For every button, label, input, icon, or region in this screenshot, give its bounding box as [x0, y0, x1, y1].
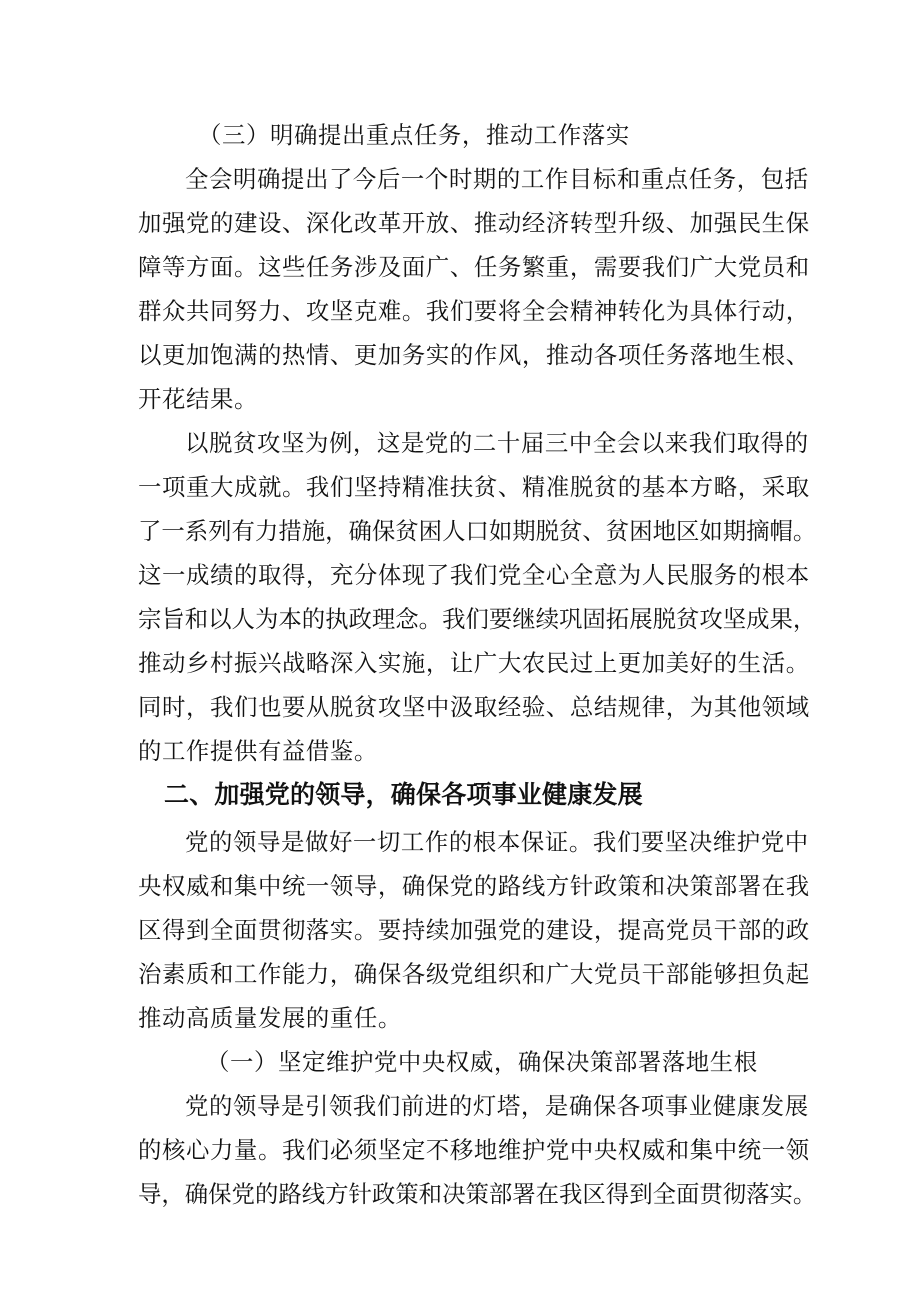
paragraph-line: 的工作提供有益借鉴。 — [138, 737, 378, 765]
paragraph-line: 央权威和集中统一领导，确保党的路线方针政策和决策部署在我 — [138, 872, 810, 900]
paragraph-line: 群众共同努力、攻坚克难。我们要将全会精神转化为具体行动， — [138, 297, 810, 325]
paragraph-line: 治素质和工作能力，确保各级党组织和广大党员干部能够担负起 — [138, 960, 810, 988]
paragraph-poverty — [138, 421, 820, 773]
paragraph-line: 以更加饱满的热情、更加务实的作风，推动各项任务落地生根、 — [138, 341, 810, 369]
paragraph-authority — [138, 1084, 820, 1216]
paragraph-tasks — [138, 157, 820, 421]
paragraph-line: 开花结果。 — [138, 385, 258, 413]
paragraph-line: 了一系列有力措施，确保贫困人口如期脱贫、贫困地区如期摘帽。 — [138, 517, 817, 545]
subheading-3: （三）明确提出重点任务，推动工作落实 — [198, 121, 630, 149]
paragraph-line: 推动乡村振兴战略深入实施，让广大农民过上更加美好的生活。 — [138, 649, 810, 677]
paragraph-line: 这一成绩的取得，充分体现了我们党全心全意为人民服务的根本 — [138, 561, 810, 589]
paragraph-line: 同时，我们也要从脱贫攻坚中汲取经验、总结规律，为其他领域 — [138, 693, 810, 721]
paragraph-line: 导，确保党的路线方针政策和决策部署在我区得到全面贯彻落实。 — [138, 1180, 817, 1208]
paragraph-line: 加强党的建设、深化改革开放、推动经济转型升级、加强民生保 — [138, 209, 810, 237]
paragraph-line: 党的领导是引领我们前进的灯塔，是确保各项事业健康发展 — [185, 1092, 809, 1120]
paragraph-line: 宗旨和以人为本的执政理念。我们要继续巩固拓展脱贫攻坚成果， — [138, 605, 817, 633]
paragraph-leadership — [138, 820, 820, 1040]
paragraph-line: 以脱贫攻坚为例，这是党的二十届三中全会以来我们取得的 — [185, 429, 809, 457]
paragraph-line: 全会明确提出了今后一个时期的工作目标和重点任务，包括 — [185, 165, 809, 193]
paragraph-line: 一项重大成就。我们坚持精准扶贫、精准脱贫的基本方略，采取 — [138, 473, 810, 501]
paragraph-line: 推动高质量发展的重任。 — [138, 1004, 402, 1032]
paragraph-line: 区得到全面贯彻落实。要持续加强党的建设，提高党员干部的政 — [138, 916, 810, 944]
paragraph-line: 党的领导是做好一切工作的根本保证。我们要坚决维护党中 — [185, 828, 809, 856]
paragraph-line: 障等方面。这些任务涉及面广、任务繁重，需要我们广大党员和 — [138, 253, 810, 281]
section-heading-2: 二、加强党的领导，确保各项事业健康发展 — [164, 780, 643, 809]
paragraph-line: 的核心力量。我们必须坚定不移地维护党中央权威和集中统一领 — [138, 1136, 810, 1164]
subheading-1: （一）坚定维护党中央权威，确保决策部署落地生根 — [206, 1048, 758, 1076]
